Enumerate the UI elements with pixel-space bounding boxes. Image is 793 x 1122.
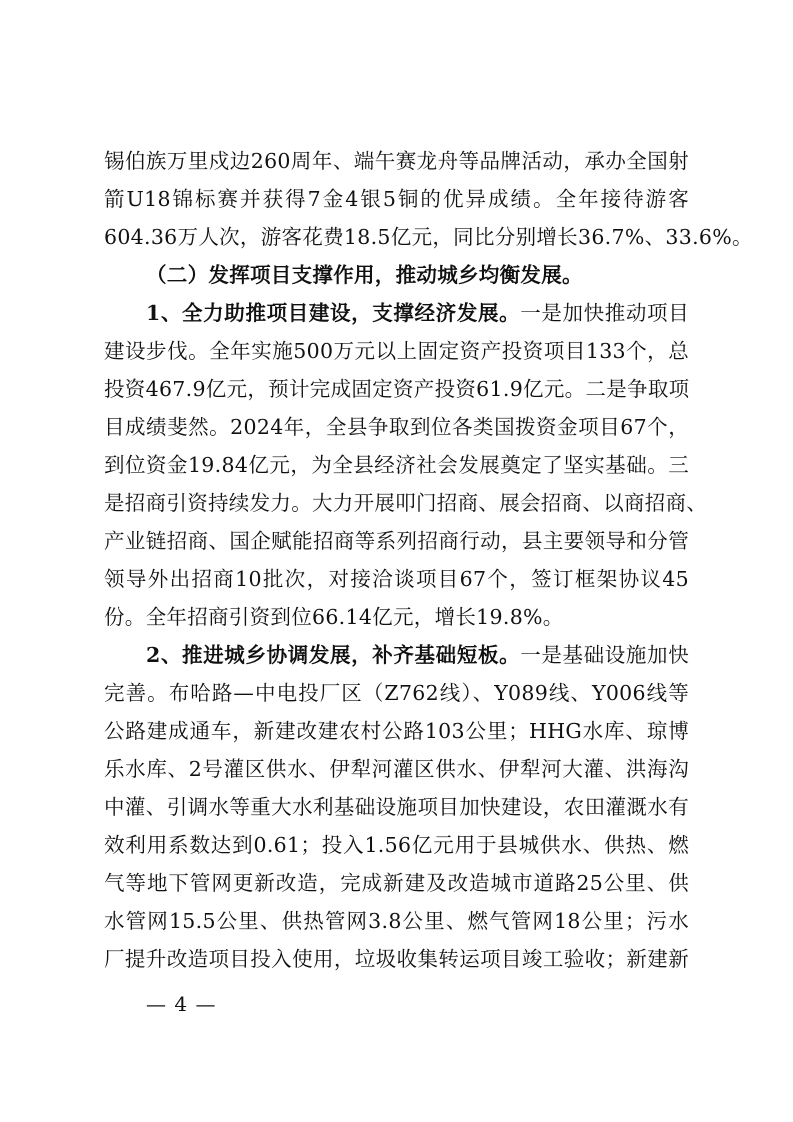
body-text-line: 产业链招商、国企赋能招商等系列招商行动，县主要领导和分管 xyxy=(104,529,689,553)
body-text-line: 水管网15.5公里、供热管网3.8公里、燃气管网18公里；污水 xyxy=(104,909,689,933)
paragraph-first-line xyxy=(146,300,689,326)
body-text-line: 是招商引资持续发力。大力开展叩门招商、展会招商、以商招商、 xyxy=(104,491,708,515)
paragraph-heading: 1、全力助推项目建设，支撑经济发展。 xyxy=(146,301,521,325)
body-text-line: 完善。布哈路—中电投厂区（Z762线）、Y089线、Y006线等 xyxy=(104,681,689,705)
body-text-line: 投资467.9亿元，预计完成固定资产投资61.9亿元。二是争取项 xyxy=(104,377,690,401)
body-text-line: 中灌、引调水等重大水利基础设施项目加快建设，农田灌溉水有 xyxy=(104,795,689,819)
paragraph-heading: 2、推进城乡协调发展，补齐基础短板。 xyxy=(146,643,521,667)
body-text-line: 604.36万人次，游客花费18.5亿元，同比分别增长36.7%、33.6%。 xyxy=(104,225,753,249)
body-text-line: 锡伯族万里戍边260周年、端午赛龙舟等品牌活动，承办全国射 xyxy=(104,149,689,173)
paragraph-first-line xyxy=(146,642,689,668)
body-text-line: 箭U18锦标赛并获得7金4银5铜的优异成绩。全年接待游客 xyxy=(104,187,689,211)
body-text-line: 到位资金19.84亿元，为全县经济社会发展奠定了坚实基础。三 xyxy=(104,453,689,477)
body-text-line: 厂提升改造项目投入使用，垃圾收集转运项目竣工验收；新建新 xyxy=(104,947,689,971)
body-text-line: 公路建成通车，新建改建农村公路103公里；HHG水库、琼博 xyxy=(104,719,689,743)
section-heading: （二）发挥项目支撑作用，推动城乡均衡发展。 xyxy=(146,263,583,287)
body-text-line: 乐水库、2号灌区供水、伊犁河灌区供水、伊犁河大灌、洪海沟 xyxy=(104,757,689,781)
body-text-line: 目成绩斐然。2024年，全县争取到位各类国拨资金项目67个， xyxy=(104,415,689,439)
page-number: — 4 — xyxy=(146,992,217,1016)
body-text-span: 一是基础设施加快 xyxy=(520,643,689,667)
body-text-line: 份。全年招商引资到位66.14亿元，增长19.8%。 xyxy=(104,605,564,629)
body-text-line: 领导外出招商10批次，对接洽谈项目67个，签订框架协议45 xyxy=(104,567,689,591)
body-text-span: 一是加快推动项目 xyxy=(520,301,689,325)
body-text-line: 效利用系数达到0.61；投入1.56亿元用于县城供水、供热、燃 xyxy=(104,833,689,857)
body-text-line: 气等地下管网更新改造，完成新建及改造城市道路25公里、供 xyxy=(104,871,689,895)
body-text-line: 建设步伐。全年实施500万元以上固定资产投资项目133个，总 xyxy=(104,339,689,363)
